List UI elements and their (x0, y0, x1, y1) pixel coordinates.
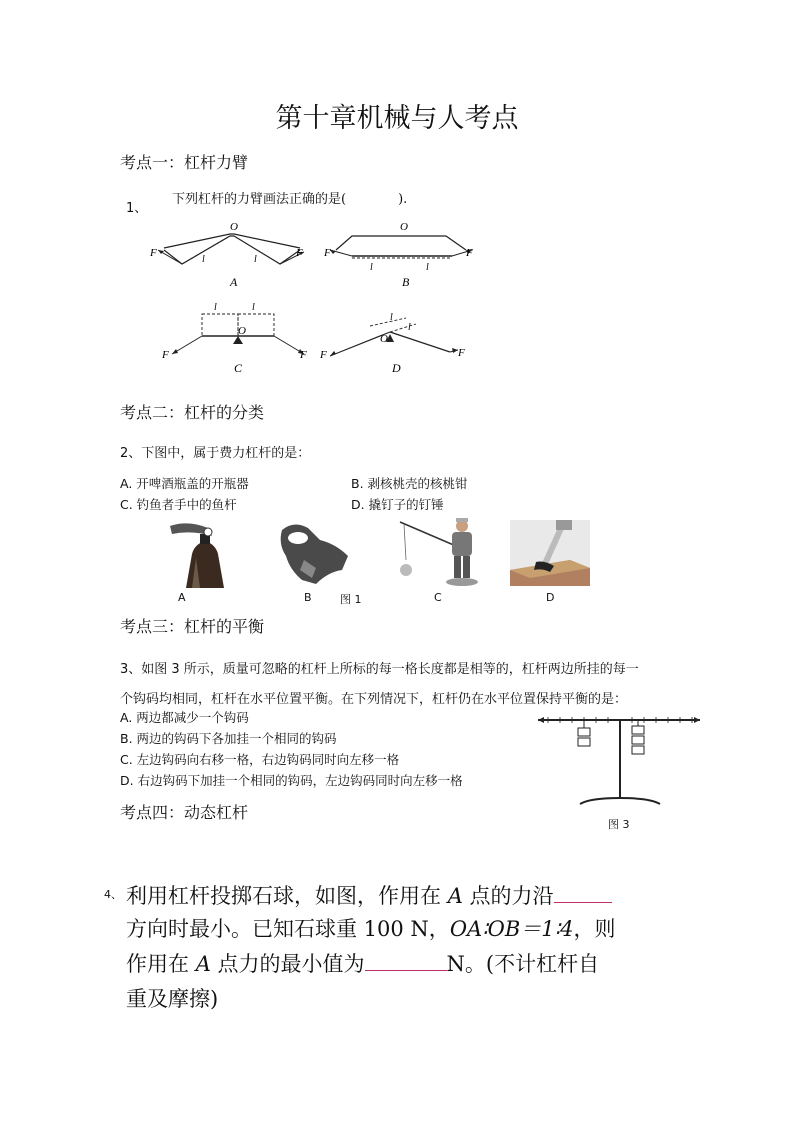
claw-hammer-image (510, 520, 590, 586)
force-f1-a: F (150, 247, 157, 259)
force-f2-b: F (466, 247, 473, 259)
q3-option-c: C. 左边钩码向右移一格，右边钩码同时向左移一格 (120, 752, 400, 767)
q3-option-b: B. 两边的钩码下各加挂一个相同的钩码 (120, 731, 337, 746)
section-heading-2: 考点二：杠杆的分类 (120, 403, 265, 422)
q4-line-3-unit: N。(不计杠杆自 (446, 952, 600, 976)
pivot-o-b: O (400, 221, 408, 233)
force-f2-d: F (458, 347, 465, 359)
force-f2-c: F (300, 349, 307, 361)
force-f1-d: F (320, 349, 327, 361)
q1-number: 1、 (126, 201, 148, 216)
arm-l2-a: l (254, 254, 257, 265)
q3-figure-label: 图 3 (608, 818, 630, 831)
section-heading-1: 考点一：杠杆力臂 (120, 153, 249, 172)
pivot-o-c: O (238, 325, 246, 337)
q1-stem: 下列杠杆的力臂画法正确的是( ). (172, 192, 408, 207)
q4-line-1 (126, 880, 612, 910)
lever-diagram-d (320, 296, 500, 376)
lever-diagram-a (150, 220, 320, 295)
balance-lever-figure (534, 712, 704, 812)
force-f2-a: F (296, 247, 303, 259)
q4-line-2 (126, 913, 616, 943)
diagram-label-d: D (392, 361, 401, 375)
q4-point-a: A (447, 884, 463, 908)
q4-line-3-text-a: 作用在 (126, 952, 196, 976)
q4-line-1-text-a: 利用杠杆投掷石球，如图，作用在 (126, 884, 448, 908)
q4-line-3 (126, 948, 599, 978)
q4-answer-blank-1[interactable] (554, 884, 612, 903)
fishing-rod-image (396, 516, 488, 588)
q2-option-b: B. 剥核桃壳的核桃钳 (351, 476, 468, 491)
arm-l2-c: l (252, 302, 255, 313)
q4-ratio: OA∶OB＝1∶4 (449, 917, 574, 941)
q3-option-d: D. 右边钩码下加挂一个相同的钩码，左边钩码同时向左移一格 (120, 773, 463, 788)
arm-l1-d: l (390, 312, 393, 323)
q2-option-d: D. 撬钉子的钉锤 (351, 497, 444, 512)
lever-diagram-c (158, 296, 318, 376)
q4-line-2-end: ，则 (573, 917, 616, 941)
q2-figure-label: 图 1 (340, 593, 362, 606)
diagram-label-c: C (234, 361, 243, 375)
diagram-label-a: A (230, 275, 238, 289)
bottle-opener-image (168, 518, 236, 588)
q4-line-2-text: 方向时最小。已知石球重 100 N， (126, 917, 450, 941)
q3-line-1: 3、如图 3 所示，质量可忽略的杠杆上所标的每一格长度都是相等的，杠杆两边所挂的每一 (120, 662, 639, 677)
q2-image-label-a: A (178, 591, 186, 604)
q4-line-4: 重及摩擦) (126, 987, 219, 1011)
arm-l1-b: l (370, 262, 373, 273)
lever-diagram-b (322, 220, 492, 295)
arm-l2-d: l (408, 322, 411, 333)
pivot-o-a: O (230, 221, 238, 233)
q4-number: 4、 (104, 888, 122, 901)
q2-option-a: A. 开啤酒瓶盖的开瓶器 (120, 476, 249, 491)
q3-option-a: A. 两边都减少一个钩码 (120, 710, 249, 725)
q4-line-1-text-b: 点的力沿 (462, 884, 554, 908)
q2-image-label-d: D (546, 591, 555, 604)
arm-l2-b: l (426, 262, 429, 273)
force-f1-b: F (324, 247, 331, 259)
section-heading-4: 考点四：动态杠杆 (120, 803, 249, 822)
pivot-o-d: O (380, 333, 388, 345)
q2-stem: 2、下图中，属于费力杠杆的是： (120, 446, 311, 461)
arm-l1-a: l (202, 254, 205, 265)
section-heading-3: 考点三：杠杆的平衡 (120, 617, 265, 636)
q2-option-c: C. 钓鱼者手中的鱼杆 (120, 497, 237, 512)
q3-line-2: 个钩码均相同，杠杆在水平位置平衡。在下列情况下，杠杆仍在水平位置保持平衡的是： (120, 692, 628, 707)
q2-image-label-c: C (434, 591, 442, 604)
page-title: 第十章机械与人考点 (275, 103, 519, 134)
diagram-label-b: B (402, 275, 410, 289)
q4-answer-blank-2[interactable] (365, 952, 447, 971)
nutcracker-image (272, 520, 354, 586)
q4-line-3-text-b: 点力的最小值为 (210, 952, 365, 976)
q4-line-3-point: A (195, 952, 211, 976)
force-f1-c: F (162, 349, 169, 361)
arm-l1-c: l (214, 302, 217, 313)
q2-image-label-b: B (304, 591, 312, 604)
